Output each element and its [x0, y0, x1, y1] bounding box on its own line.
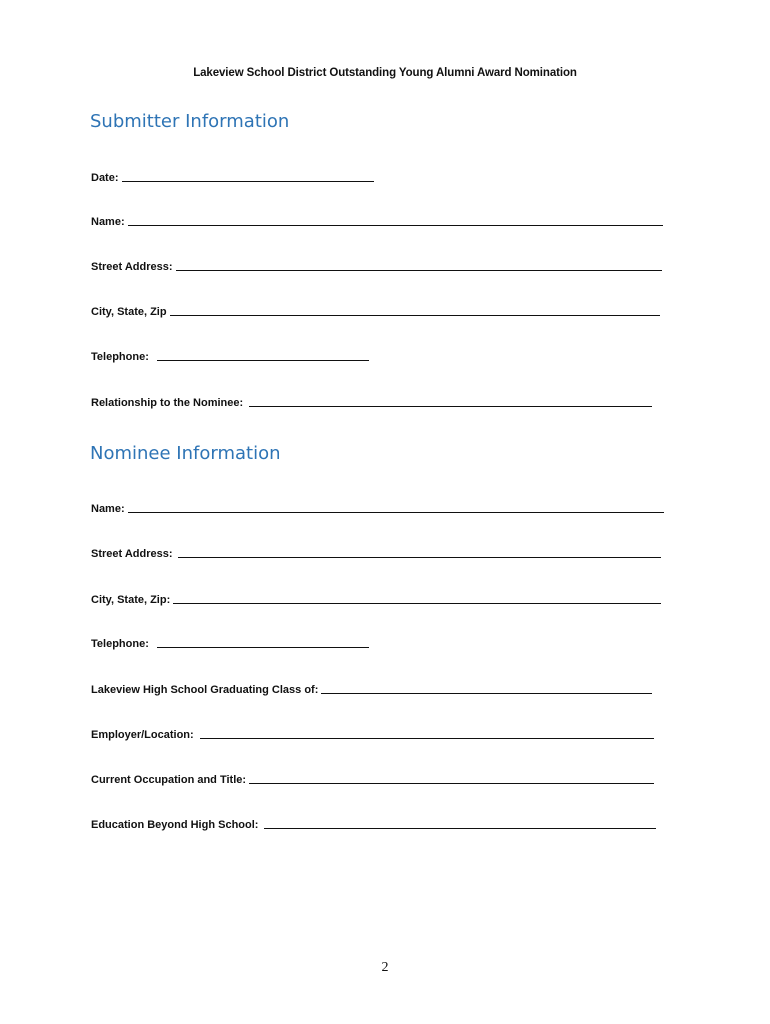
- input-line[interactable]: [128, 214, 663, 226]
- nominee-street-address-field[interactable]: [91, 544, 661, 560]
- field-label: Employer/Location:: [91, 729, 194, 741]
- input-line[interactable]: [128, 501, 664, 513]
- field-label: Street Address:: [91, 261, 173, 273]
- nominee-education-field[interactable]: [91, 815, 656, 831]
- input-line[interactable]: [176, 259, 662, 271]
- submitter-relationship-field[interactable]: [91, 393, 652, 409]
- nominee-section-heading: Nominee Information: [90, 443, 281, 464]
- nominee-occupation-title-field[interactable]: [91, 770, 654, 786]
- submitter-city-state-zip-field[interactable]: [91, 302, 660, 318]
- field-label: Date:: [91, 172, 119, 184]
- field-label: Lakeview High School Graduating Class of:: [91, 684, 319, 696]
- input-line[interactable]: [170, 304, 660, 316]
- submitter-date-field[interactable]: [91, 168, 374, 184]
- nominee-telephone-field[interactable]: [91, 634, 369, 650]
- submitter-telephone-field[interactable]: [91, 347, 369, 363]
- input-line[interactable]: [249, 395, 652, 407]
- field-label: City, State, Zip: [91, 306, 167, 318]
- nominee-name-field[interactable]: [91, 499, 664, 515]
- input-line[interactable]: [157, 636, 369, 648]
- input-line[interactable]: [178, 546, 661, 558]
- field-label: Street Address:: [91, 548, 173, 560]
- input-line[interactable]: [249, 772, 654, 784]
- input-line[interactable]: [157, 349, 369, 361]
- submitter-street-address-field[interactable]: [91, 257, 662, 273]
- field-label: Relationship to the Nominee:: [91, 397, 244, 409]
- field-label: Name:: [91, 503, 125, 515]
- field-label: Telephone:: [91, 351, 149, 363]
- submitter-section-heading: Submitter Information: [90, 111, 290, 132]
- nominee-city-state-zip-field[interactable]: [91, 590, 661, 606]
- submitter-name-field[interactable]: [91, 212, 663, 228]
- field-label: Telephone:: [91, 638, 149, 650]
- input-line[interactable]: [321, 682, 652, 694]
- input-line[interactable]: [200, 727, 654, 739]
- field-label: City, State, Zip:: [91, 594, 171, 606]
- input-line[interactable]: [173, 592, 661, 604]
- input-line[interactable]: [264, 817, 656, 829]
- field-label: Name:: [91, 216, 125, 228]
- input-line[interactable]: [122, 170, 374, 182]
- document-title: Lakeview School District Outstanding Young Alumni Award Nomination: [193, 67, 577, 79]
- field-label: Education Beyond High School:: [91, 819, 259, 831]
- field-label: Current Occupation and Title:: [91, 774, 247, 786]
- nominee-employer-location-field[interactable]: [91, 725, 654, 741]
- page-number: 2: [381, 960, 389, 975]
- nominee-graduating-class-field[interactable]: [91, 680, 652, 696]
